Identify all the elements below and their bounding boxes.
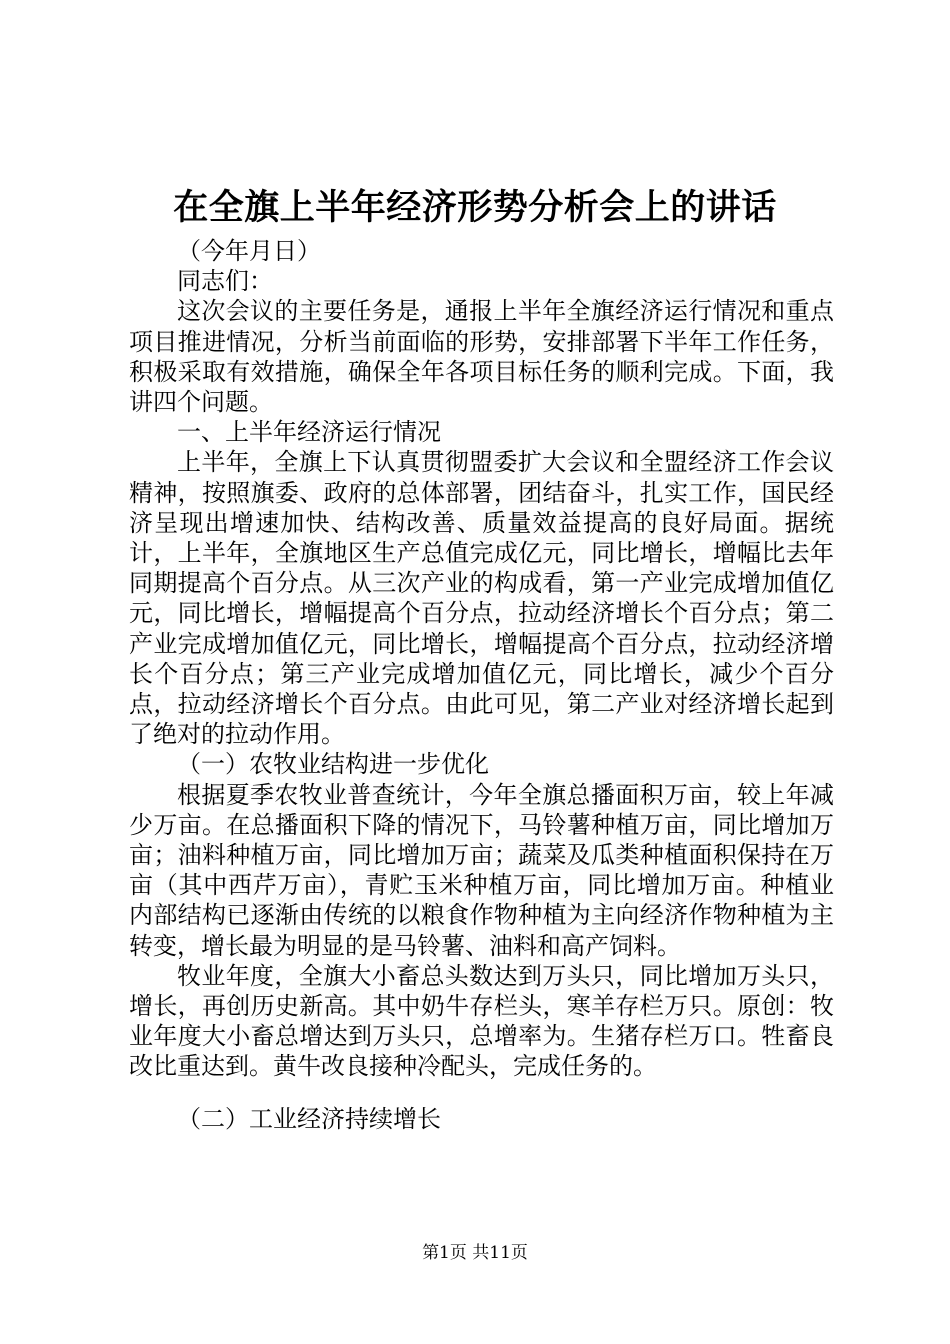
document-title: 在全旗上半年经济形势分析会上的讲话 — [173, 187, 777, 228]
date-line: （今年月日） — [177, 237, 321, 265]
salutation: 同志们： — [177, 267, 273, 296]
economy-paragraph: 上半年，全旗上下认真贯彻盟委扩大会议和全盟经济工作会议精神，按照旗委、政府的总体部署，团结奋斗，扎实工作，国民经济呈现出增速加快、结构改善、质量效益提高的良好局面。据统计，上半年，全旗地区生产总值完成亿元，同比增长，增幅比去年同期提高个百分点。从三次产业的构成看，第一产业完成增加值亿元，同比增长，增幅提高个百分点，拉动经济增长个百分点；第二产业完成增加值亿元，同比增长，增幅提高个百分点，拉动经济增长个百分点；第三产业完成增加值亿元，同比增长，减少个百分点，拉动经济增长个百分点。由此可见，第二产业对经济增长起到了绝对的拉动作用。 — [129, 448, 834, 749]
section-heading-1: 一、上半年经济运行情况 — [177, 418, 441, 447]
document-body — [129, 236, 834, 1134]
livestock-paragraph: 牧业年度，全旗大小畜总头数达到万头只，同比增加万头只，增长，再创历史新高。其中奶牛存栏头，寒羊存栏万只。原创：牧业年度大小畜总增达到万头只，总增率为。生猪存栏万口。牲畜良改比重达到。黄牛改良接种冷配头，完成任务的。 — [129, 961, 834, 1081]
planting-paragraph: 根据夏季农牧业普查统计，今年全旗总播面积万亩，较上年减少万亩。在总播面积下降的情况下，马铃薯种植万亩，同比增加万亩；油料种植万亩，同比增加万亩；蔬菜及瓜类种植面积保持在万亩（其中西芹万亩），青贮玉米种植万亩，同比增加万亩。种植业内部结构已逐渐由传统的以粮食作物种植为主向经济作物种植为主转变，增长最为明显的是马铃薯、油料和高产饲料。 — [129, 780, 834, 960]
subsection-heading-2: （二）工业经济持续增长 — [177, 1104, 441, 1133]
page-footer: 第1页 共11页 — [422, 1243, 528, 1263]
intro-paragraph: 这次会议的主要任务是，通报上半年全旗经济运行情况和重点项目推进情况，分析当前面临的形势，安排部署下半年工作任务，积极采取有效措施，确保全年各项目标任务的顺利完成。下面，我讲四个问题。 — [129, 297, 834, 417]
subsection-heading-1: （一）农牧业结构进一步优化 — [177, 750, 489, 779]
